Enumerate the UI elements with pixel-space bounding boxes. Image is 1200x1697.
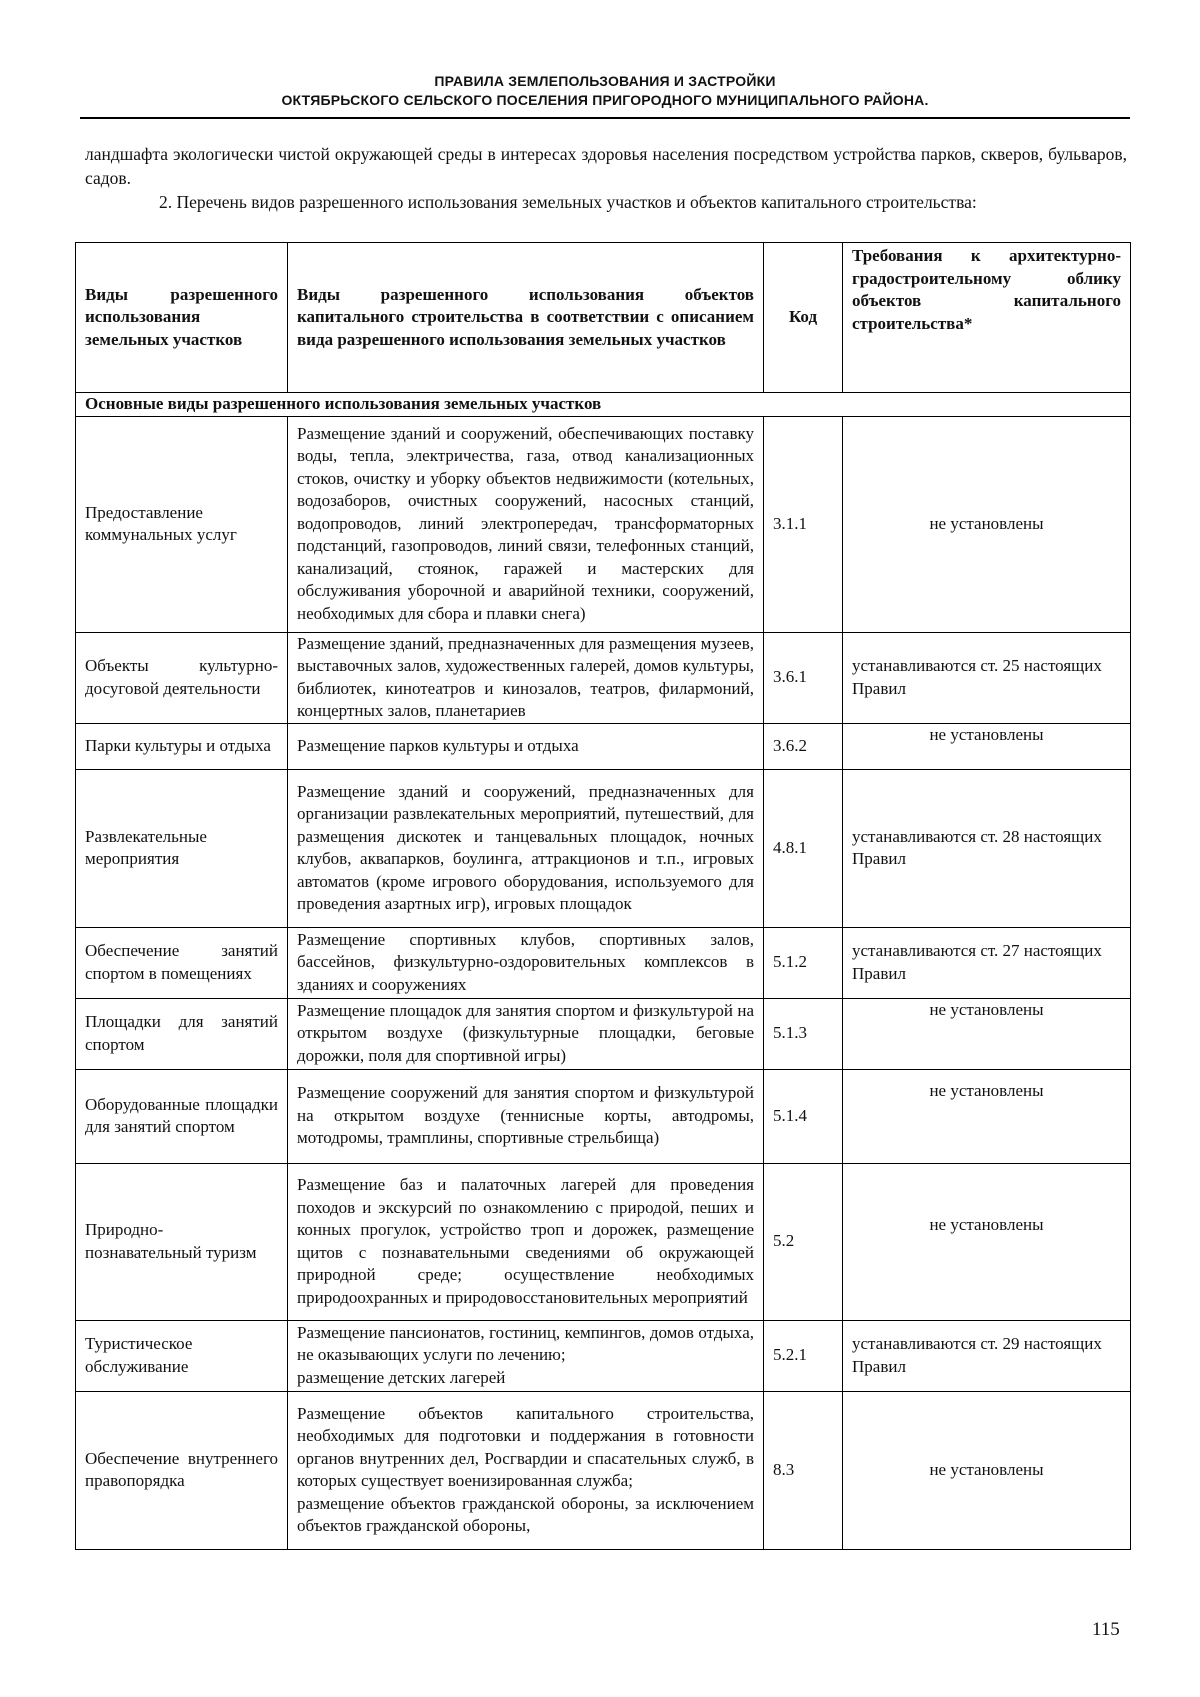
requirement: устанавливаются ст. 28 настоящих Правил bbox=[843, 769, 1131, 927]
section-title: Основные виды разрешенного использования земельных участков bbox=[76, 393, 1131, 417]
requirement: устанавливаются ст. 25 настоящих Правил bbox=[843, 632, 1131, 723]
running-header bbox=[80, 72, 1130, 110]
table-row bbox=[76, 769, 1131, 927]
table-row bbox=[76, 998, 1131, 1069]
header-construction-use-types: Виды разрешенного использования объектов капитального строительства в соответствии с описанием вида разрешенного использования земельных участков bbox=[288, 243, 764, 393]
header-divider bbox=[80, 117, 1130, 119]
table-header-row bbox=[76, 243, 1131, 393]
use-code: 8.3 bbox=[764, 1391, 843, 1549]
use-description: Размещение зданий и сооружений, предназначенных для организации развлекательных мероприятий, путешествий, для размещения дискотек и танцевальных площадок, ночных клубов, аквапарков, боулинга, аттракционов и т.п., игровых автоматов (кроме игрового оборудования, используемого для проведения азартных игр), игровых площадок bbox=[288, 769, 764, 927]
land-use-type: Оборудованные площадки для занятий спортом bbox=[76, 1069, 288, 1163]
table-row bbox=[76, 927, 1131, 998]
use-description: Размещение сооружений для занятия спортом и физкультурой на открытом воздухе (теннисные корты, автодромы, мотодромы, трамплины, спортивные стрельбища) bbox=[288, 1069, 764, 1163]
use-description bbox=[288, 1391, 764, 1549]
intro-paragraph-1: ландшафта экологически чистой окружающей среды в интересах здоровья населения посредством устройства парков, скверов, бульваров, садов. bbox=[85, 144, 1127, 188]
requirement: не установлены bbox=[843, 1163, 1131, 1320]
use-description: Размещение зданий и сооружений, обеспечивающих поставку воды, тепла, электричества, газа, отвод канализационных стоков, очистку и уборку объектов недвижимости (котельных, водозаборов, очистных сооружений, насосных станций, водопроводов, линий электропередач, трансформаторных подстанций, газопроводов, линий связи, телефонных станций, канализаций, стоянок, гаражей и мастерских для обслуживания уборочной и аварийной техники, сооружений, необходимых для сбора и плавки снега) bbox=[288, 416, 764, 632]
requirement: не установлены bbox=[843, 1069, 1131, 1163]
use-code: 5.1.3 bbox=[764, 998, 843, 1069]
page-number: 115 bbox=[1092, 1619, 1120, 1640]
header-code: Код bbox=[764, 243, 843, 393]
table-row bbox=[76, 1391, 1131, 1549]
use-code: 5.1.4 bbox=[764, 1069, 843, 1163]
land-use-type: Туристическое обслуживание bbox=[76, 1320, 288, 1391]
section-row bbox=[76, 393, 1131, 417]
land-use-type: Обеспечение занятий спортом в помещениях bbox=[76, 927, 288, 998]
header-land-use-types: Виды разрешенного использования земельных участков bbox=[76, 243, 288, 393]
land-use-type: Обеспечение внутреннего правопорядка bbox=[76, 1391, 288, 1549]
use-code: 5.2 bbox=[764, 1163, 843, 1320]
requirement: устанавливаются ст. 29 настоящих Правил bbox=[843, 1320, 1131, 1391]
land-use-type: Развлекательные мероприятия bbox=[76, 769, 288, 927]
use-description-line-2: размещение детских лагерей bbox=[297, 1367, 506, 1387]
header-line-2: ОКТЯБРЬСКОГО СЕЛЬСКОГО ПОСЕЛЕНИЯ ПРИГОРОДНОГО МУНИЦИПАЛЬНОГО РАЙОНА. bbox=[281, 92, 929, 108]
use-code: 3.6.2 bbox=[764, 723, 843, 769]
use-description-line-1: Размещение объектов капитального строительства, необходимых для подготовки и поддержания в готовности органов внутренних дел, Росгвардии и спасательных служб, в которых существует военизированная служба; bbox=[297, 1403, 754, 1490]
land-use-type: Природно-познавательный туризм bbox=[76, 1163, 288, 1320]
use-code: 3.6.1 bbox=[764, 632, 843, 723]
requirement: не установлены bbox=[843, 723, 1131, 769]
use-description bbox=[288, 1320, 764, 1391]
land-use-type: Предоставление коммунальных услуг bbox=[76, 416, 288, 632]
requirement: устанавливаются ст. 27 настоящих Правил bbox=[843, 927, 1131, 998]
table-row bbox=[76, 1320, 1131, 1391]
use-description: Размещение спортивных клубов, спортивных залов, бассейнов, физкультурно-оздоровительных комплексов в зданиях и сооружениях bbox=[288, 927, 764, 998]
requirement: не установлены bbox=[843, 998, 1131, 1069]
intro-paragraph-2: 2. Перечень видов разрешенного использования земельных участков и объектов капитального строительства: bbox=[159, 192, 977, 212]
header-line-1: ПРАВИЛА ЗЕМЛЕПОЛЬЗОВАНИЯ И ЗАСТРОЙКИ bbox=[434, 73, 776, 89]
land-use-type: Парки культуры и отдыха bbox=[76, 723, 288, 769]
table-row bbox=[76, 723, 1131, 769]
use-code: 5.2.1 bbox=[764, 1320, 843, 1391]
use-description: Размещение парков культуры и отдыха bbox=[288, 723, 764, 769]
use-description: Размещение площадок для занятия спортом и физкультурой на открытом воздухе (физкультурные площадки, беговые дорожки, поля для спортивной игры) bbox=[288, 998, 764, 1069]
requirement: не установлены bbox=[843, 416, 1131, 632]
use-code: 3.1.1 bbox=[764, 416, 843, 632]
land-use-table bbox=[75, 242, 1131, 1550]
use-description-line-1: Размещение пансионатов, гостиниц, кемпингов, домов отдыха, не оказывающих услуги по лечению; bbox=[297, 1322, 754, 1365]
use-description: Размещение зданий, предназначенных для размещения музеев, выставочных залов, художественных галерей, домов культуры, библиотек, кинотеатров и кинозалов, театров, филармоний, концертных залов, планетариев bbox=[288, 632, 764, 723]
use-code: 4.8.1 bbox=[764, 769, 843, 927]
land-use-type: Объекты культурно-досуговой деятельности bbox=[76, 632, 288, 723]
table-row bbox=[76, 1069, 1131, 1163]
use-description: Размещение баз и палаточных лагерей для проведения походов и экскурсий по ознакомлению с природой, пеших и конных прогулок, устройство троп и дорожек, размещение щитов с познавательными сведениями об окружающей природной среде; осуществление необходимых природоохранных и природовосстановительных мероприятий bbox=[288, 1163, 764, 1320]
table-row bbox=[76, 1163, 1131, 1320]
header-requirements: Требования к архитектурно-градостроительному облику объектов капитального строительства* bbox=[843, 243, 1131, 393]
table-row bbox=[76, 416, 1131, 632]
table-row bbox=[76, 632, 1131, 723]
use-description-line-2: размещение объектов гражданской обороны, за исключением объектов гражданской обороны, bbox=[297, 1493, 754, 1535]
land-use-type: Площадки для занятий спортом bbox=[76, 998, 288, 1069]
requirement: не установлены bbox=[843, 1391, 1131, 1549]
intro-text bbox=[85, 142, 1127, 214]
use-code: 5.1.2 bbox=[764, 927, 843, 998]
